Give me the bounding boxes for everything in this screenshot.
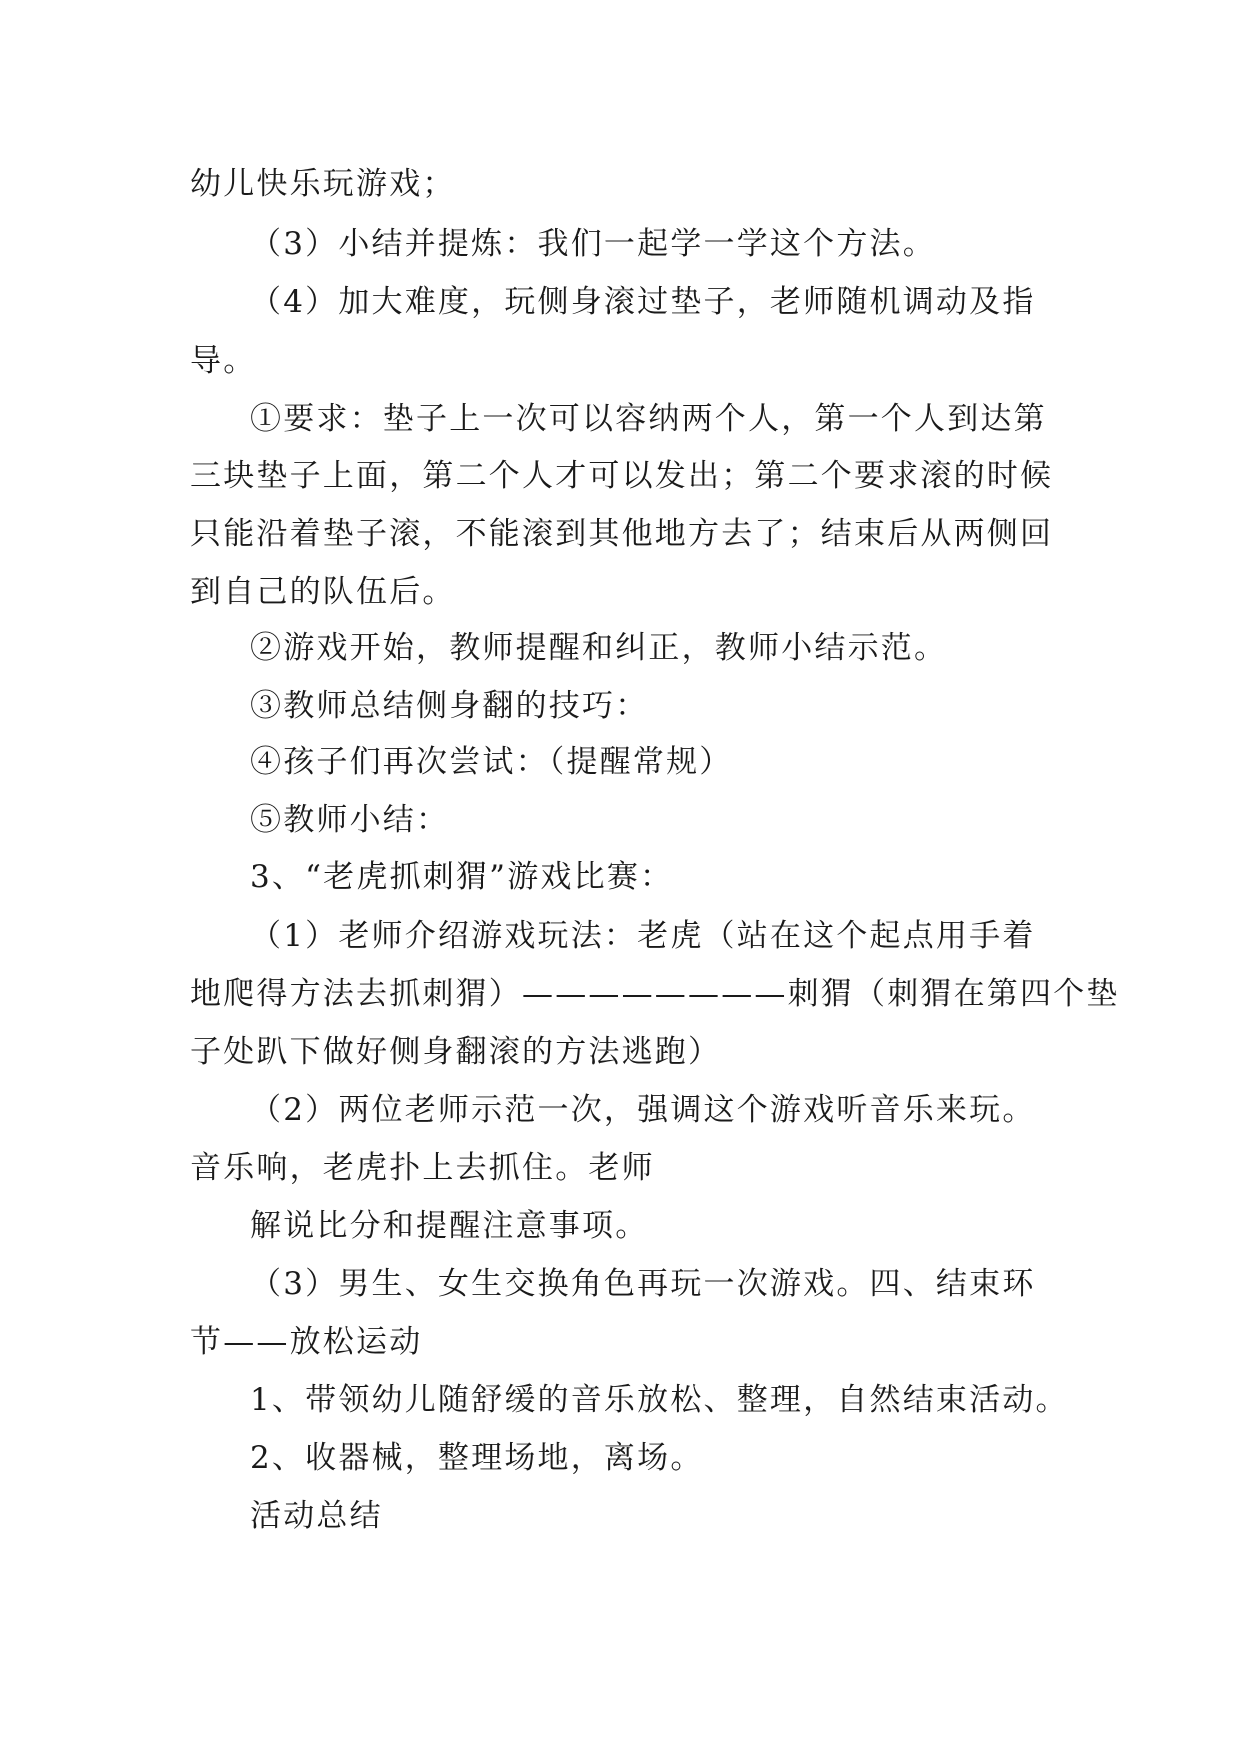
text-line: ④孩子们再次尝试：（提醒常规） <box>250 744 733 780</box>
text-line: 音乐响，老虎扑上去抓住。老师 <box>190 1150 655 1186</box>
text-line: 地爬得方法去抓刺猬）————————刺猬（刺猬在第四个垫 <box>190 976 1120 1012</box>
text-line: 导。 <box>190 343 257 379</box>
text-line: ③教师总结侧身翻的技巧： <box>250 688 649 724</box>
text-line: 3、“老虎抓刺猬”游戏比赛： <box>250 859 674 895</box>
text-line: （1）老师介绍游戏玩法：老虎（站在这个起点用手着 <box>250 918 1036 954</box>
text-line: ②游戏开始，教师提醒和纠正，教师小结示范。 <box>250 630 948 666</box>
text-line: 解说比分和提醒注意事项。 <box>250 1208 649 1244</box>
text-line: （4）加大难度，玩侧身滚过垫子，老师随机调动及指 <box>250 284 1036 320</box>
text-line: ⑤教师小结： <box>250 802 450 838</box>
text-line: 只能沿着垫子滚，不能滚到其他地方去了；结束后从两侧回 <box>190 516 1054 552</box>
text-line: （2）两位老师示范一次，强调这个游戏听音乐来玩。 <box>250 1092 1036 1128</box>
text-line: 活动总结 <box>250 1498 383 1534</box>
text-line: 幼儿快乐玩游戏； <box>190 166 456 202</box>
text-line: ①要求：垫子上一次可以容纳两个人，第一个人到达第 <box>250 401 1047 437</box>
text-line: 2、收器械，整理场地，离场。 <box>250 1440 704 1476</box>
text-line: 1、带领幼儿随舒缓的音乐放松、整理，自然结束活动。 <box>250 1382 1069 1418</box>
text-line: 到自己的队伍后。 <box>190 574 456 610</box>
text-line: （3）男生、女生交换角色再玩一次游戏。四、结束环 <box>250 1266 1036 1302</box>
text-line: 三块垫子上面，第二个人才可以发出；第二个要求滚的时候 <box>190 458 1054 494</box>
text-line: 子处趴下做好侧身翻滚的方法逃跑） <box>190 1034 722 1070</box>
text-line: 节——放松运动 <box>190 1324 423 1360</box>
text-line: （3）小结并提炼：我们一起学一学这个方法。 <box>250 226 936 262</box>
